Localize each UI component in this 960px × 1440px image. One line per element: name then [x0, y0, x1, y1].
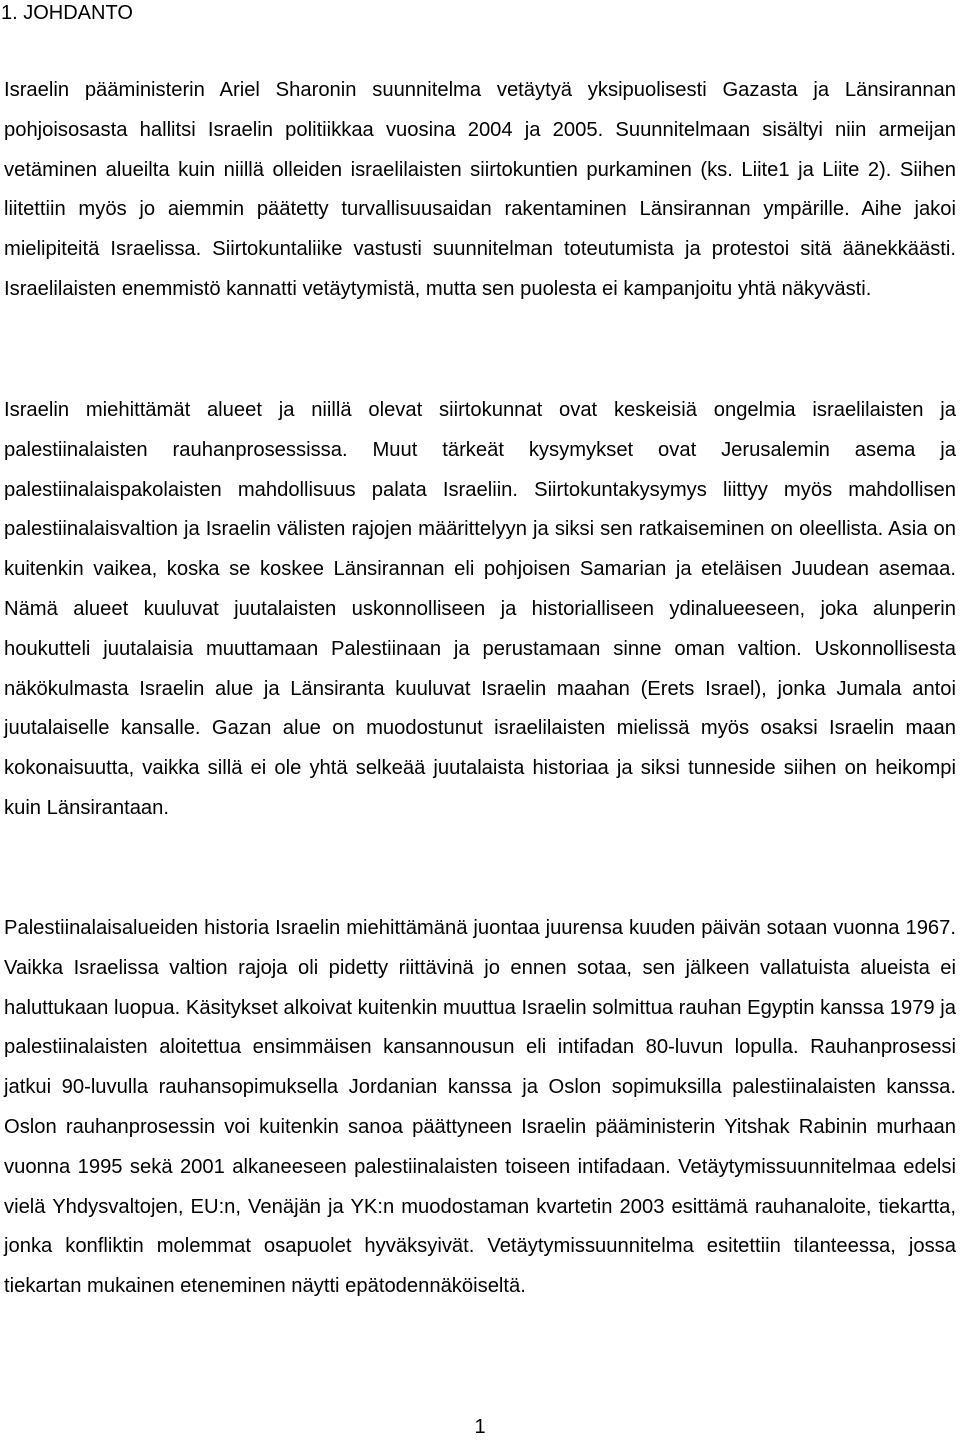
page-number: 1	[474, 1416, 486, 1438]
paragraph-2: Israelin miehittämät alueet ja niillä olevat siirtokunnat ovat keskeisiä ongelmia israelilaisten ja palestiinalaisten rauhanprosessissa. Muut tärkeät kysymykset ovat Jerusalemin asema ja palestiinalaispakolaisten mahdollisuus palata Israeliin. Siirtokuntakysymys liittyy myös mahdollisen palestiinalaisvaltion ja Israelin välisten rajojen määrittelyyn ja siksi sen ratkaiseminen on oleellista. Asia on kuitenkin vaikea, koska se koskee Länsirannan eli pohjoisen Samarian ja eteläisen Juudean asemaa. Nämä alueet kuuluvat juutalaisten uskonnolliseen ja historialliseen ydinalueeseen, joka alunperin houkutteli juutalaisia muuttamaan Palestiinaan ja perustamaan sinne oman valtion. Uskonnollisesta näkökulmasta Israelin alue ja Länsiranta kuuluvat Israelin maahan (Erets Israel), jonka Jumala antoi juutalaiselle kansalle. Gazan alue on muodostunut israelilaisten mielissä myös osaksi Israelin maan kokonaisuutta, vaikka sillä ei ole yhtä selkeää juutalaista historiaa ja siksi tunneside siihen on heikompi kuin Länsirantaan.	[4, 399, 956, 819]
paragraph-1: Israelin pääministerin Ariel Sharonin suunnitelma vetäytyä yksipuolisesti Gazasta ja Länsirannan pohjoisosasta hallitsi Israelin politiikkaa vuosina 2004 ja 2005. Suunnitelmaan sisältyi niin armeijan vetäminen alueilta kuin niillä olleiden israelilaisten siirtokuntien purkaminen (ks. Liite1 ja Liite 2). Siihen liitettiin myös jo aiemmin päätetty turvallisuusaidan rakentaminen Länsirannan ympärille. Aihe jakoi mielipiteitä Israelissa. Siirtokuntaliike vastusti suunnitelman toteutumista ja protestoi sitä äänekkäästi. Israelilaisten enemmistö kannatti vetäytymistä, mutta sen puolesta ei kampanjoitu yhtä näkyvästi.	[4, 79, 956, 300]
section-heading: 1. JOHDANTO	[1, 2, 133, 24]
paragraph-3: Palestiinalaisalueiden historia Israelin miehittämänä juontaa juurensa kuuden päivän sotaan vuonna 1967. Vaikka Israelissa valtion rajoja oli pidetty riittävinä jo ennen sotaa, sen jälkeen vallatuista alueista ei haluttukaan luopua. Käsitykset alkoivat kuitenkin muuttua Israelin solmittua rauhan Egyptin kanssa 1979 ja palestiinalaisten aloitettua ensimmäisen kansannousun eli intifadan 80-luvun lopulla. Rauhanprosessi jatkui 90-luvulla rauhansopimuksella Jordanian kanssa ja Oslon sopimuksilla palestiinalaisten kanssa. Oslon rauhanprosessin voi kuitenkin sanoa päättyneen Israelin pääministerin Yitshak Rabinin murhaan vuonna 1995 sekä 2001 alkaneeseen palestiinalaisten toiseen intifadaan. Vetäytymissuunnitelmaa edelsi vielä Yhdysvaltojen, EU:n, Venäjän ja YK:n muodostaman kvartetin 2003 esittämä rauhanaloite, tiekartta, jonka konfliktin molemmat osapuolet hyväksyivät. Vetäytymissuunnitelma esitettiin tilanteessa, jossa tiekartan mukainen eteneminen näytti epätodennäköiseltä.	[4, 917, 956, 1298]
